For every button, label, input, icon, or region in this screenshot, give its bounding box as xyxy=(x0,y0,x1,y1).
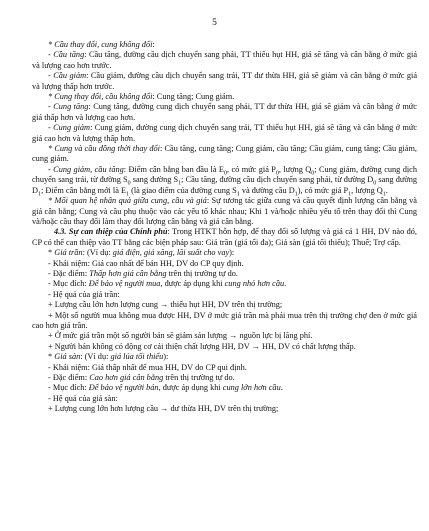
paragraph xyxy=(32,311,417,332)
text-run: 1 xyxy=(38,191,41,198)
text-run: : Trong HTKT hỗn hợp, để thay đổi số lượng và giá cả 1 HH, DV nào đó, CP có thể can thiệp vào TT bằng các biện pháp sau: Giá trần (giá tối đa); Giá sàn (giá tối thiểu); Thuế; Trợ cấp. xyxy=(32,227,417,247)
text-run: trên thị trường tự do. xyxy=(163,373,235,382)
paragraph xyxy=(32,331,417,341)
text-run: Cung giảm xyxy=(53,123,91,133)
text-run: và đường cầu D xyxy=(239,185,295,195)
text-run: ): xyxy=(229,248,235,258)
text-run: cung nhỏ hơn cầu xyxy=(224,279,285,289)
paragraph xyxy=(32,279,417,289)
text-run: 0 xyxy=(311,170,315,177)
text-run: 1 xyxy=(236,191,240,198)
text-run: Cung giảm, cầu tăng xyxy=(53,164,124,174)
text-run: 1 xyxy=(294,191,298,198)
text-run: 4.3. Sự can thiệp của Chính phủ xyxy=(54,227,168,237)
text-run: - Hệ quả của giá sàn: xyxy=(48,393,118,403)
text-run: Cầu giảm xyxy=(53,71,87,81)
paragraph xyxy=(32,102,417,123)
text-run: ; Cầu tăng, đường cầu dịch chuyển sang phải, từ đường D xyxy=(181,175,374,185)
paragraph xyxy=(32,227,417,248)
text-run: Để bảo vệ người bán xyxy=(88,383,159,393)
text-run: * xyxy=(48,352,55,362)
text-run: : Cầu tăng, đường cầu dịch chuyển sang phải, TT thiếu hụt HH, giá sẽ tăng và cân bằng ở mức giá và lượng cao hơn trước. xyxy=(32,50,417,70)
paragraph xyxy=(32,50,417,71)
text-run: - Khái niệm: Giá thấp nhất để mua HH, DV do CP qui định. xyxy=(48,362,247,372)
text-run: : Cầu tăng, cung tăng; Cung giảm, cầu tăng; Cầu giảm, cung tăng; Cầu giảm, cung giảm. xyxy=(32,144,418,164)
paragraph xyxy=(32,71,417,92)
text-run: + Một số người mua không mua được HH, DV ở mức giá trần mà phải mua trên thị trường chợ đen ở mức giá cao hơn giá trần. xyxy=(32,310,417,330)
text-run: Cầu tăng xyxy=(53,50,85,60)
paragraph xyxy=(32,92,417,102)
paragraph xyxy=(32,300,417,310)
text-run: Để bảo vệ người mua xyxy=(88,279,161,289)
text-run: - Khái niệm: Giá cao nhất để bán HH, DV do CP quy định. xyxy=(48,258,244,268)
text-run: 0 xyxy=(224,170,227,177)
text-run: , được áp dụng khi xyxy=(158,383,223,393)
paragraph xyxy=(32,290,417,300)
page-number: 5 xyxy=(212,18,217,28)
text-run: - Mục đích: xyxy=(48,383,89,393)
paragraph xyxy=(32,259,417,269)
text-run: - Hệ quả của giá trần: xyxy=(48,289,120,299)
paragraph xyxy=(32,394,417,404)
paragraph xyxy=(32,373,417,383)
document-body xyxy=(32,40,417,415)
text-run: : (Ví dụ: xyxy=(82,248,113,258)
text-run: * Cung thay đổi, cầu không đổi xyxy=(48,92,153,102)
text-run: : Cung giảm, đường cung dịch chuyển sang trái, TT thiếu hụt HH, giá sẽ tăng và cân bằng ở mức giá cao hơn và lượng thấp hơn. xyxy=(32,123,417,143)
text-run: 0 xyxy=(275,170,279,177)
text-run: + Lượng cầu lớn hơn lượng cung → thiếu hụt HH, DV trên thị trường; xyxy=(48,300,283,310)
text-run: giá điện, giá xăng, lãi suất cho vay xyxy=(112,248,230,258)
text-run: ), có mức giá P xyxy=(297,185,349,195)
text-run: sang đường D xyxy=(32,175,418,195)
paragraph xyxy=(32,248,417,258)
text-run: - xyxy=(48,164,54,174)
text-run: - xyxy=(48,102,54,112)
paragraph xyxy=(32,123,417,144)
text-run: : Cung tăng, đường cung dịch chuyển sang phải, TT dư thừa HH, giá sẽ giảm và cân bằng ở mức giá thấp hơn và lượng cao hơn. xyxy=(32,102,417,122)
text-run: ; Điểm cân bằng mới là E xyxy=(41,185,127,195)
text-run: Cung tăng xyxy=(53,102,89,112)
text-run: 0 xyxy=(127,180,131,187)
text-run: - Đặc điểm: xyxy=(48,268,90,278)
text-run: ): xyxy=(163,352,169,362)
text-run: Giá trần xyxy=(54,248,83,258)
text-run: 1 xyxy=(348,191,352,198)
text-run: sang đường S xyxy=(130,175,179,185)
text-run: Giá sàn xyxy=(54,352,81,362)
text-run: ; Cung giảm, đường cung dịch chuyển sang trái, từ đường S xyxy=(32,164,418,185)
text-run: , lượng Q xyxy=(278,164,312,174)
text-run: 1 xyxy=(126,191,130,198)
text-run: : Cung tăng; Cung giảm. xyxy=(152,92,235,102)
text-run: + Lượng cung lớn hơn lượng cầu → dư thừa HH, DV trên thị trường; xyxy=(48,404,279,414)
paragraph xyxy=(32,165,417,196)
text-run: * Cung và cầu đồng thời thay đổi xyxy=(48,144,160,154)
text-run: 1 xyxy=(382,191,386,198)
paragraph xyxy=(32,269,417,279)
text-run: : Điểm cân bằng ban đầu là E xyxy=(123,164,224,174)
text-run: - xyxy=(48,50,54,60)
text-run: Cao hơn giá cân bằng xyxy=(89,373,164,382)
text-run: : Sự tương tác giữa cung và cầu quyết định lượng cân bằng và giá cân bằng; Cung và cầu phụ thuộc vào các yếu tố khác nhau; Khi 1 và/hoặc nhiều yếu tố trên thay đổi thì Cung và/hoặc cầu thay đổi làm thay đổi lượng cân bằng và giá cân bằng. xyxy=(32,196,417,226)
text-run: * Cầu thay đổi, cung không đổi xyxy=(48,40,153,49)
text-run: cung lớn hơn cầu xyxy=(222,383,281,393)
text-run: . xyxy=(284,279,287,289)
text-run: : (Ví dụ: xyxy=(80,352,111,362)
text-run: + Ở mức giá trần một số người bán sẽ giảm sản lượng → nguồn lực bị lãng phí. xyxy=(48,331,313,341)
text-run: , có mức giá P xyxy=(227,164,276,174)
text-run: . xyxy=(280,383,283,393)
text-run: + Người bán không có động cơ cải thiện chất lượng HH, DV → HH, DV có chất lượng thấp. xyxy=(48,341,356,351)
text-run: * Mối quan hệ nhân quả giữa cung, cầu và giá xyxy=(48,196,207,206)
text-run: : xyxy=(152,40,155,49)
paragraph xyxy=(32,352,417,362)
text-run: * xyxy=(48,248,55,258)
text-run: - Mục đích: xyxy=(48,279,89,289)
paragraph xyxy=(32,404,417,414)
text-run: . xyxy=(385,185,388,195)
text-run: trên thị trường tự do. xyxy=(166,268,238,278)
text-run: , lượng Q xyxy=(351,185,383,195)
text-run: (là giao điểm của đường cung S xyxy=(129,185,237,195)
text-run: - xyxy=(48,123,54,133)
paragraph xyxy=(32,196,417,227)
text-run: - Đặc điểm: xyxy=(48,373,90,382)
text-run: 1 xyxy=(178,180,182,187)
paragraph xyxy=(32,363,417,373)
text-run: , được áp dụng khi xyxy=(160,279,225,289)
text-run: giá lúa tối thiểu xyxy=(110,352,164,362)
paragraph xyxy=(32,383,417,393)
paragraph xyxy=(32,40,417,50)
paragraph xyxy=(32,342,417,352)
text-run: Thấp hơn giá cân bằng xyxy=(89,268,167,278)
text-run: 0 xyxy=(373,180,377,187)
paragraph xyxy=(32,144,417,165)
text-run: : Cầu giảm, đường cầu dịch chuyển sang trái, TT dư thừa HH, giá sẽ giảm và cân bằng ở mức giá và lượng thấp hơn trước. xyxy=(32,71,417,91)
text-run: - xyxy=(48,71,54,81)
